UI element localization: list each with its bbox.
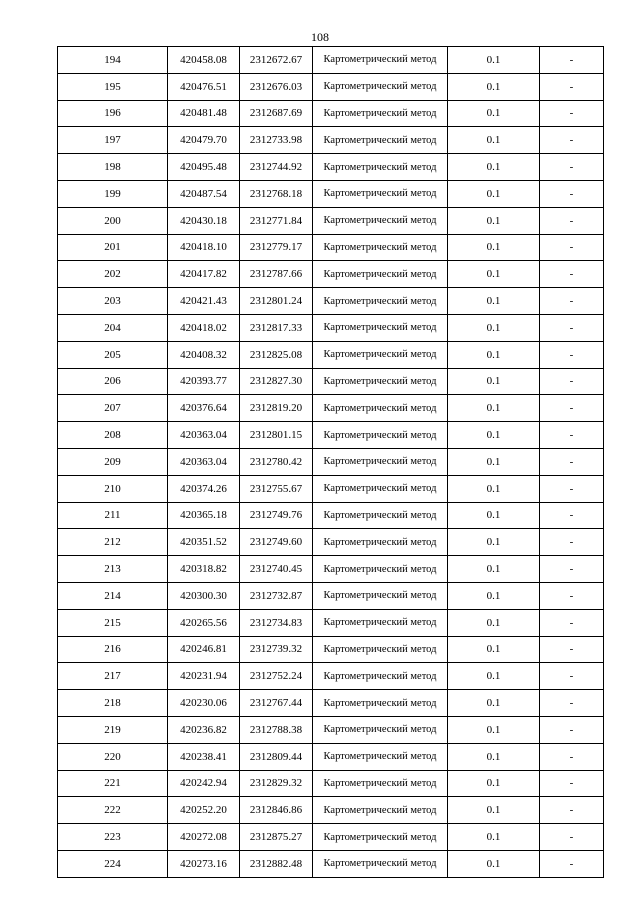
point-number-cell: 210 bbox=[58, 475, 168, 502]
x-coordinate-cell: 420487.54 bbox=[168, 180, 240, 207]
point-number-cell: 216 bbox=[58, 636, 168, 663]
table-row bbox=[58, 850, 604, 877]
x-coordinate-cell: 420417.82 bbox=[168, 261, 240, 288]
table-row bbox=[58, 448, 604, 475]
table-row bbox=[58, 690, 604, 717]
accuracy-cell: 0.1 bbox=[448, 663, 540, 690]
table-row bbox=[58, 743, 604, 770]
note-cell: - bbox=[540, 422, 604, 449]
x-coordinate-cell: 420374.26 bbox=[168, 475, 240, 502]
x-coordinate-cell: 420318.82 bbox=[168, 556, 240, 583]
method-cell: Картометрический метод bbox=[313, 73, 448, 100]
note-cell: - bbox=[540, 770, 604, 797]
point-number-cell: 224 bbox=[58, 850, 168, 877]
accuracy-cell: 0.1 bbox=[448, 475, 540, 502]
x-coordinate-cell: 420376.64 bbox=[168, 395, 240, 422]
x-coordinate-cell: 420421.43 bbox=[168, 288, 240, 315]
y-coordinate-cell: 2312744.92 bbox=[240, 154, 313, 181]
x-coordinate-cell: 420246.81 bbox=[168, 636, 240, 663]
method-cell: Картометрический метод bbox=[313, 368, 448, 395]
table-row bbox=[58, 663, 604, 690]
method-cell: Картометрический метод bbox=[313, 47, 448, 74]
note-cell: - bbox=[540, 127, 604, 154]
x-coordinate-cell: 420363.04 bbox=[168, 422, 240, 449]
table-row bbox=[58, 314, 604, 341]
accuracy-cell: 0.1 bbox=[448, 743, 540, 770]
accuracy-cell: 0.1 bbox=[448, 797, 540, 824]
x-coordinate-cell: 420481.48 bbox=[168, 100, 240, 127]
y-coordinate-cell: 2312788.38 bbox=[240, 716, 313, 743]
note-cell: - bbox=[540, 234, 604, 261]
x-coordinate-cell: 420230.06 bbox=[168, 690, 240, 717]
coordinates-table bbox=[57, 46, 604, 878]
y-coordinate-cell: 2312779.17 bbox=[240, 234, 313, 261]
y-coordinate-cell: 2312801.15 bbox=[240, 422, 313, 449]
point-number-cell: 201 bbox=[58, 234, 168, 261]
accuracy-cell: 0.1 bbox=[448, 556, 540, 583]
note-cell: - bbox=[540, 663, 604, 690]
x-coordinate-cell: 420430.18 bbox=[168, 207, 240, 234]
accuracy-cell: 0.1 bbox=[448, 824, 540, 851]
method-cell: Картометрический метод bbox=[313, 582, 448, 609]
accuracy-cell: 0.1 bbox=[448, 716, 540, 743]
method-cell: Картометрический метод bbox=[313, 797, 448, 824]
method-cell: Картометрический метод bbox=[313, 180, 448, 207]
point-number-cell: 218 bbox=[58, 690, 168, 717]
point-number-cell: 207 bbox=[58, 395, 168, 422]
method-cell: Картометрический метод bbox=[313, 663, 448, 690]
table-row bbox=[58, 47, 604, 74]
x-coordinate-cell: 420351.52 bbox=[168, 529, 240, 556]
table-row bbox=[58, 716, 604, 743]
x-coordinate-cell: 420408.32 bbox=[168, 341, 240, 368]
note-cell: - bbox=[540, 47, 604, 74]
method-cell: Картометрический метод bbox=[313, 422, 448, 449]
accuracy-cell: 0.1 bbox=[448, 422, 540, 449]
accuracy-cell: 0.1 bbox=[448, 690, 540, 717]
y-coordinate-cell: 2312732.87 bbox=[240, 582, 313, 609]
point-number-cell: 194 bbox=[58, 47, 168, 74]
note-cell: - bbox=[540, 368, 604, 395]
point-number-cell: 215 bbox=[58, 609, 168, 636]
point-number-cell: 223 bbox=[58, 824, 168, 851]
accuracy-cell: 0.1 bbox=[448, 314, 540, 341]
note-cell: - bbox=[540, 341, 604, 368]
x-coordinate-cell: 420242.94 bbox=[168, 770, 240, 797]
point-number-cell: 222 bbox=[58, 797, 168, 824]
note-cell: - bbox=[540, 529, 604, 556]
point-number-cell: 214 bbox=[58, 582, 168, 609]
table-row bbox=[58, 422, 604, 449]
point-number-cell: 206 bbox=[58, 368, 168, 395]
y-coordinate-cell: 2312676.03 bbox=[240, 73, 313, 100]
method-cell: Картометрический метод bbox=[313, 207, 448, 234]
accuracy-cell: 0.1 bbox=[448, 636, 540, 663]
x-coordinate-cell: 420273.16 bbox=[168, 850, 240, 877]
y-coordinate-cell: 2312739.32 bbox=[240, 636, 313, 663]
table-row bbox=[58, 288, 604, 315]
table-row bbox=[58, 797, 604, 824]
accuracy-cell: 0.1 bbox=[448, 127, 540, 154]
note-cell: - bbox=[540, 288, 604, 315]
point-number-cell: 221 bbox=[58, 770, 168, 797]
y-coordinate-cell: 2312829.32 bbox=[240, 770, 313, 797]
table-row bbox=[58, 556, 604, 583]
accuracy-cell: 0.1 bbox=[448, 100, 540, 127]
accuracy-cell: 0.1 bbox=[448, 368, 540, 395]
note-cell: - bbox=[540, 556, 604, 583]
note-cell: - bbox=[540, 154, 604, 181]
method-cell: Картометрический метод bbox=[313, 743, 448, 770]
method-cell: Картометрический метод bbox=[313, 690, 448, 717]
y-coordinate-cell: 2312846.86 bbox=[240, 797, 313, 824]
note-cell: - bbox=[540, 475, 604, 502]
point-number-cell: 198 bbox=[58, 154, 168, 181]
point-number-cell: 197 bbox=[58, 127, 168, 154]
method-cell: Картометрический метод bbox=[313, 770, 448, 797]
y-coordinate-cell: 2312755.67 bbox=[240, 475, 313, 502]
table-row bbox=[58, 261, 604, 288]
y-coordinate-cell: 2312780.42 bbox=[240, 448, 313, 475]
y-coordinate-cell: 2312817.33 bbox=[240, 314, 313, 341]
method-cell: Картометрический метод bbox=[313, 502, 448, 529]
method-cell: Картометрический метод bbox=[313, 609, 448, 636]
x-coordinate-cell: 420365.18 bbox=[168, 502, 240, 529]
point-number-cell: 203 bbox=[58, 288, 168, 315]
x-coordinate-cell: 420252.20 bbox=[168, 797, 240, 824]
note-cell: - bbox=[540, 502, 604, 529]
table-row bbox=[58, 154, 604, 181]
x-coordinate-cell: 420238.41 bbox=[168, 743, 240, 770]
accuracy-cell: 0.1 bbox=[448, 448, 540, 475]
y-coordinate-cell: 2312740.45 bbox=[240, 556, 313, 583]
method-cell: Картометрический метод bbox=[313, 127, 448, 154]
note-cell: - bbox=[540, 850, 604, 877]
method-cell: Картометрический метод bbox=[313, 636, 448, 663]
x-coordinate-cell: 420300.30 bbox=[168, 582, 240, 609]
note-cell: - bbox=[540, 180, 604, 207]
accuracy-cell: 0.1 bbox=[448, 770, 540, 797]
method-cell: Картометрический метод bbox=[313, 314, 448, 341]
table-row bbox=[58, 502, 604, 529]
note-cell: - bbox=[540, 448, 604, 475]
accuracy-cell: 0.1 bbox=[448, 609, 540, 636]
x-coordinate-cell: 420458.08 bbox=[168, 47, 240, 74]
table-row bbox=[58, 207, 604, 234]
x-coordinate-cell: 420236.82 bbox=[168, 716, 240, 743]
accuracy-cell: 0.1 bbox=[448, 395, 540, 422]
note-cell: - bbox=[540, 690, 604, 717]
point-number-cell: 205 bbox=[58, 341, 168, 368]
y-coordinate-cell: 2312875.27 bbox=[240, 824, 313, 851]
accuracy-cell: 0.1 bbox=[448, 341, 540, 368]
table-row bbox=[58, 180, 604, 207]
accuracy-cell: 0.1 bbox=[448, 502, 540, 529]
note-cell: - bbox=[540, 743, 604, 770]
y-coordinate-cell: 2312825.08 bbox=[240, 341, 313, 368]
accuracy-cell: 0.1 bbox=[448, 73, 540, 100]
note-cell: - bbox=[540, 395, 604, 422]
y-coordinate-cell: 2312767.44 bbox=[240, 690, 313, 717]
note-cell: - bbox=[540, 100, 604, 127]
table-row bbox=[58, 770, 604, 797]
y-coordinate-cell: 2312801.24 bbox=[240, 288, 313, 315]
y-coordinate-cell: 2312819.20 bbox=[240, 395, 313, 422]
table-row bbox=[58, 100, 604, 127]
accuracy-cell: 0.1 bbox=[448, 234, 540, 261]
y-coordinate-cell: 2312882.48 bbox=[240, 850, 313, 877]
table-row bbox=[58, 368, 604, 395]
method-cell: Картометрический метод bbox=[313, 261, 448, 288]
note-cell: - bbox=[540, 207, 604, 234]
x-coordinate-cell: 420272.08 bbox=[168, 824, 240, 851]
table-row bbox=[58, 475, 604, 502]
y-coordinate-cell: 2312672.67 bbox=[240, 47, 313, 74]
table-row bbox=[58, 341, 604, 368]
point-number-cell: 212 bbox=[58, 529, 168, 556]
page-number: 108 bbox=[311, 30, 329, 44]
point-number-cell: 213 bbox=[58, 556, 168, 583]
point-number-cell: 195 bbox=[58, 73, 168, 100]
point-number-cell: 200 bbox=[58, 207, 168, 234]
y-coordinate-cell: 2312768.18 bbox=[240, 180, 313, 207]
y-coordinate-cell: 2312771.84 bbox=[240, 207, 313, 234]
point-number-cell: 217 bbox=[58, 663, 168, 690]
table-row bbox=[58, 529, 604, 556]
point-number-cell: 219 bbox=[58, 716, 168, 743]
accuracy-cell: 0.1 bbox=[448, 582, 540, 609]
table-row bbox=[58, 609, 604, 636]
note-cell: - bbox=[540, 314, 604, 341]
table-row bbox=[58, 395, 604, 422]
note-cell: - bbox=[540, 716, 604, 743]
accuracy-cell: 0.1 bbox=[448, 180, 540, 207]
y-coordinate-cell: 2312734.83 bbox=[240, 609, 313, 636]
accuracy-cell: 0.1 bbox=[448, 261, 540, 288]
x-coordinate-cell: 420479.70 bbox=[168, 127, 240, 154]
table-row bbox=[58, 234, 604, 261]
accuracy-cell: 0.1 bbox=[448, 850, 540, 877]
method-cell: Картометрический метод bbox=[313, 824, 448, 851]
table-row bbox=[58, 73, 604, 100]
x-coordinate-cell: 420363.04 bbox=[168, 448, 240, 475]
x-coordinate-cell: 420393.77 bbox=[168, 368, 240, 395]
method-cell: Картометрический метод bbox=[313, 154, 448, 181]
point-number-cell: 209 bbox=[58, 448, 168, 475]
accuracy-cell: 0.1 bbox=[448, 529, 540, 556]
y-coordinate-cell: 2312749.76 bbox=[240, 502, 313, 529]
x-coordinate-cell: 420476.51 bbox=[168, 73, 240, 100]
accuracy-cell: 0.1 bbox=[448, 154, 540, 181]
point-number-cell: 199 bbox=[58, 180, 168, 207]
method-cell: Картометрический метод bbox=[313, 448, 448, 475]
y-coordinate-cell: 2312752.24 bbox=[240, 663, 313, 690]
y-coordinate-cell: 2312787.66 bbox=[240, 261, 313, 288]
coordinates-table-body bbox=[58, 47, 604, 878]
note-cell: - bbox=[540, 582, 604, 609]
method-cell: Картометрический метод bbox=[313, 556, 448, 583]
x-coordinate-cell: 420231.94 bbox=[168, 663, 240, 690]
point-number-cell: 196 bbox=[58, 100, 168, 127]
note-cell: - bbox=[540, 797, 604, 824]
note-cell: - bbox=[540, 636, 604, 663]
method-cell: Картометрический метод bbox=[313, 475, 448, 502]
table-row bbox=[58, 582, 604, 609]
note-cell: - bbox=[540, 73, 604, 100]
accuracy-cell: 0.1 bbox=[448, 288, 540, 315]
method-cell: Картометрический метод bbox=[313, 234, 448, 261]
point-number-cell: 211 bbox=[58, 502, 168, 529]
method-cell: Картометрический метод bbox=[313, 716, 448, 743]
note-cell: - bbox=[540, 261, 604, 288]
table-row bbox=[58, 127, 604, 154]
method-cell: Картометрический метод bbox=[313, 288, 448, 315]
y-coordinate-cell: 2312809.44 bbox=[240, 743, 313, 770]
y-coordinate-cell: 2312827.30 bbox=[240, 368, 313, 395]
x-coordinate-cell: 420265.56 bbox=[168, 609, 240, 636]
y-coordinate-cell: 2312733.98 bbox=[240, 127, 313, 154]
point-number-cell: 204 bbox=[58, 314, 168, 341]
accuracy-cell: 0.1 bbox=[448, 47, 540, 74]
point-number-cell: 220 bbox=[58, 743, 168, 770]
x-coordinate-cell: 420418.10 bbox=[168, 234, 240, 261]
y-coordinate-cell: 2312749.60 bbox=[240, 529, 313, 556]
method-cell: Картометрический метод bbox=[313, 529, 448, 556]
y-coordinate-cell: 2312687.69 bbox=[240, 100, 313, 127]
x-coordinate-cell: 420495.48 bbox=[168, 154, 240, 181]
method-cell: Картометрический метод bbox=[313, 341, 448, 368]
point-number-cell: 202 bbox=[58, 261, 168, 288]
table-row bbox=[58, 824, 604, 851]
table-row bbox=[58, 636, 604, 663]
method-cell: Картометрический метод bbox=[313, 395, 448, 422]
method-cell: Картометрический метод bbox=[313, 100, 448, 127]
accuracy-cell: 0.1 bbox=[448, 207, 540, 234]
point-number-cell: 208 bbox=[58, 422, 168, 449]
x-coordinate-cell: 420418.02 bbox=[168, 314, 240, 341]
note-cell: - bbox=[540, 824, 604, 851]
note-cell: - bbox=[540, 609, 604, 636]
method-cell: Картометрический метод bbox=[313, 850, 448, 877]
